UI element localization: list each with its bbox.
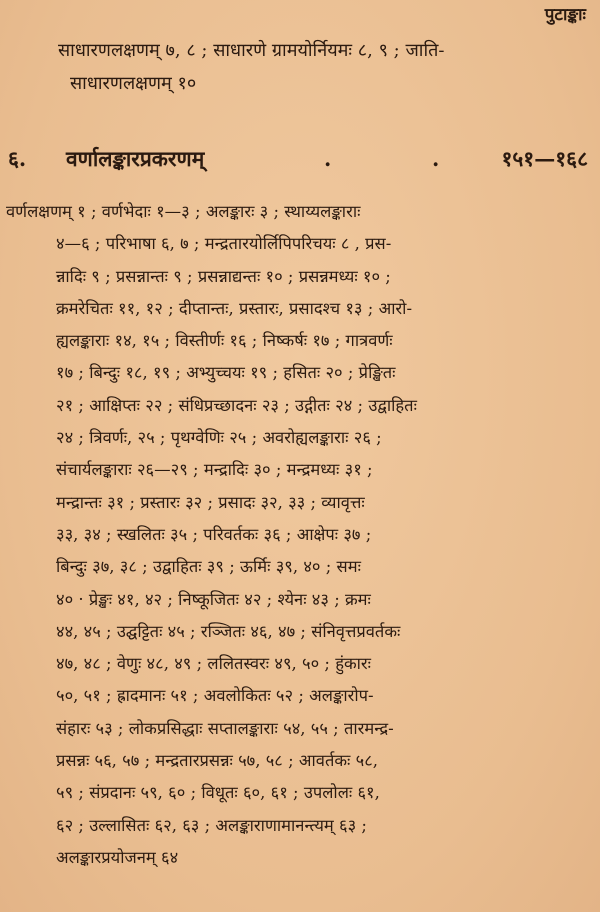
body-line: ४—६ ; परिभाषा ६, ७ ; मन्द्रतारयोर्लिपिपरिचयः ८ , प्रस- (56, 234, 392, 254)
section-body (6, 196, 586, 874)
body-line: संचार्यलङ्काराः २६—२९ ; मन्द्रादिः ३० ; मन्द्रमध्यः ३१ ; (56, 460, 373, 480)
page-number-heading: पुटाङ्काः (544, 5, 586, 25)
body-line: ३३, ३४ ; स्खलितः ३५ ; परिवर्तकः ३६ ; आक्षेपः ३७ ; (56, 524, 372, 544)
body-line: मन्द्रान्तः ३१ ; प्रस्तारः ३२ ; प्रसादः ३२, ३३ ; व्यावृत्तः (56, 492, 365, 512)
body-line: ५०, ५१ ; ह्रादमानः ५१ ; अवलोकितः ५२ ; अलङ्कारोप- (56, 686, 374, 706)
section-title: वर्णालङ्कारप्रकरणम् (66, 146, 205, 171)
body-line: १७ ; बिन्दुः १८, १९ ; अभ्युच्चयः १९ ; हसितः २० ; प्रेङ्खितः (56, 363, 396, 383)
body-line: प्रसन्नः ५६, ५७ ; मन्द्रतारप्रसन्नः ५७, ५८ ; आवर्तकः ५८, (56, 751, 379, 771)
intro-line: साधारणलक्षणम् १० (70, 73, 197, 94)
body-line: ६२ ; उल्लासितः ६२, ६३ ; अलङ्काराणामानन्त्यम् ६३ ; (56, 815, 367, 835)
body-line: २४ ; त्रिवर्णः, २५ ; पृथग्वेणिः २५ ; अवरोह्यलङ्काराः २६ ; (56, 428, 382, 448)
body-line: ४४, ४५ ; उद्घट्टितः ४५ ; रञ्जितः ४६, ४७ ; संनिवृत्तप्रवर्तकः (56, 621, 401, 641)
body-line: ४० · प्रेङ्खः ४१, ४२ ; निष्कूजितः ४२ ; श्येनः ४३ ; क्रमः (56, 589, 371, 609)
body-line: २१ ; आक्षिप्तः २२ ; संधिप्रच्छादनः २३ ; उद्गीतः २४ ; उद्वाहितः (56, 395, 417, 415)
body-line: बिन्दुः ३७, ३८ ; उद्वाहितः ३९ ; ऊर्मिः ३९, ४० ; समः (56, 557, 361, 577)
body-line: क्रमरेचितः ११, १२ ; दीप्तान्तः, प्रस्तारः, प्रसादश्च १३ ; आरो- (56, 298, 413, 318)
leader-dot: . (432, 146, 440, 171)
body-line: वर्णलक्षणम् १ ; वर्णभेदाः १—३ ; अलङ्कारः ३ ; स्थाय्यलङ्काराः (6, 202, 361, 221)
body-line: अलङ्कारप्रयोजनम् ६४ (56, 847, 179, 867)
intro-line: साधारणलक्षणम् ७, ८ ; साधारणे ग्रामयोर्नियमः ८, ९ ; जाति- (58, 40, 445, 61)
body-line: ४७, ४८ ; वेणुः ४८, ४९ ; ललितस्वरः ४९, ५० ; हुंकारः (56, 654, 372, 674)
page-range: १५१—१६८ (501, 146, 588, 171)
intro-paragraph (58, 34, 578, 100)
body-line: ह्यलङ्काराः १४, १५ ; विस्तीर्णः १६ ; निष्कर्षः १७ ; गात्रवर्णः (56, 331, 393, 351)
section-number: ६. (8, 146, 27, 171)
body-line: न्नादिः ९ ; प्रसन्नान्तः ९ ; प्रसन्नाद्यन्तः १० ; प्रसन्नमध्यः १० ; (56, 266, 391, 286)
body-line: ५९ ; संप्रदानः ५९, ६० ; विधूतः ६०, ६१ ; उपलोलः ६१, (56, 783, 380, 803)
leader-dot: . (324, 146, 332, 171)
section-heading (8, 142, 588, 176)
body-line: संहारः ५३ ; लोकप्रसिद्धाः सप्तालङ्काराः ५४, ५५ ; तारमन्द्र- (56, 718, 394, 738)
